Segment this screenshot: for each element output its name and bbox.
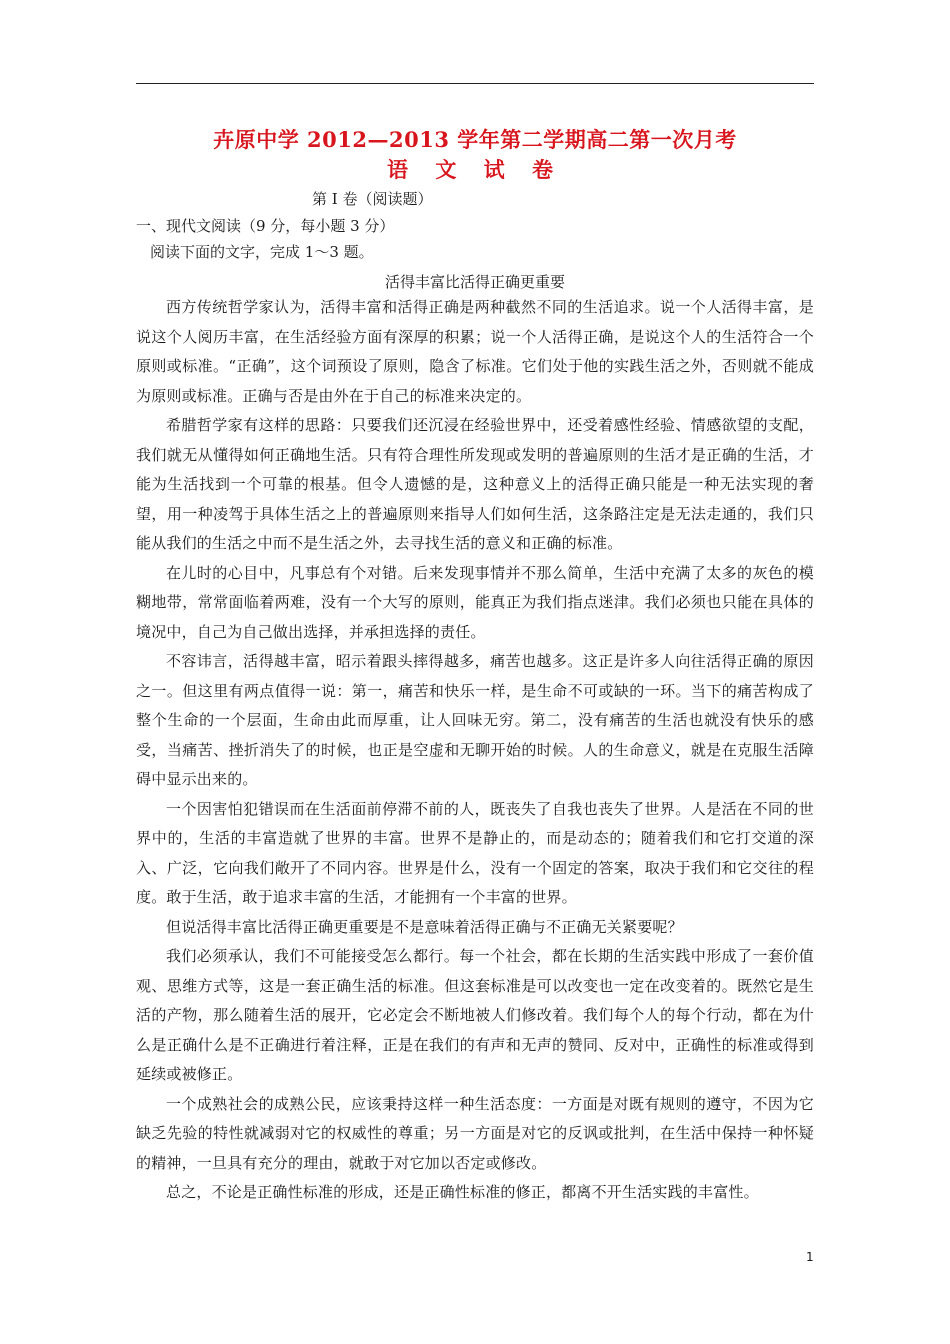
essay-title: 活得丰富比活得正确更重要 (384, 273, 565, 291)
exam-title: 卉原中学 2012—2013 学年第二学期高二第一次月考 (213, 127, 737, 152)
header-rule (136, 83, 814, 84)
reading-instruction: 阅读下面的文字，完成 1～3 题。 (150, 243, 374, 261)
essay-paragraph: 一个成熟社会的成熟公民，应该秉持这样一种生活态度：一方面是对既有规则的遵守，不因为它缺乏先验的特性就减弱对它的权威性的尊重；另一方面是对它的反讽或批判，在生活中保持一种怀疑的精神，一旦具有充分的理由，就敢于对它加以否定或修改。 (136, 1094, 814, 1172)
essay-paragraph: 不容讳言，活得越丰富，昭示着跟头摔得越多，痛苦也越多。这正是许多人向往活得正确的原因之一。但这里有两点值得一说：第一，痛苦和快乐一样，是生命不可或缺的一环。当下的痛苦构成了整个生命的一个层面，生命由此而厚重，让人回味无穷。第二，没有痛苦的生活也就没有快乐的感受，当痛苦、挫折消失了的时候，也正是空虚和无聊开始的时候。人的生命意义，就是在克服生活障碍中显示出来的。 (136, 652, 814, 788)
essay-paragraph: 西方传统哲学家认为，活得丰富和活得正确是两种截然不同的生活追求。说一个人活得丰富，是说这个人阅历丰富，在生活经验方面有深厚的积累；说一个人活得正确，是说这个人的生活符合一个原则或标准。“正确”，这个词预设了原则，隐含了标准。它们处于他的实践生活之外，否则就不能成为原则或标准。正确与否是由外在于自己的标准来决定的。 (136, 298, 814, 405)
essay-paragraph: 总之，不论是正确性标准的形成，还是正确性标准的修正，都离不开生活实践的丰富性。 (166, 1183, 759, 1201)
exam-subtitle: 语 文 试 卷 (387, 157, 563, 182)
essay-paragraph: 一个因害怕犯错误而在生活面前停滞不前的人，既丧失了自我也丧失了世界。人是活在不同的世界中的，生活的丰富造就了世界的丰富。世界不是静止的，而是动态的；随着我们和它打交道的深入、广泛，它向我们敞开了不同内容。世界是什么，没有一个固定的答案，取决于我们和它交往的程度。敢于生活，敢于追求丰富的生活，才能拥有一个丰富的世界。 (136, 799, 814, 906)
essay-paragraph: 我们必须承认，我们不可能接受怎么都行。每一个社会，都在长期的生活实践中形成了一套价值观、思维方式等，这是一套正确生活的标准。但这套标准是可以改变也一定在改变着的。既然它是生活的产物，那么随着生活的展开，它必定会不断地被人们修改着。我们每个人的每个行动，都在为什么是正确什么是不正确进行着注释，正是在我们的有声和无声的赞同、反对中，正确性的标准或得到延续或被修正。 (136, 947, 814, 1083)
essay-paragraph: 在儿时的心目中，凡事总有个对错。后来发现事情并不那么简单，生活中充满了太多的灰色的模糊地带，常常面临着两难，没有一个大写的原则，能真正为我们指点迷津。我们必须也只能在具体的境况中，自己为自己做出选择，并承担选择的责任。 (136, 563, 814, 641)
essay-body (136, 293, 814, 1208)
essay-paragraph: 希腊哲学家有这样的思路：只要我们还沉浸在经验世界中，还受着感性经验、情感欲望的支配，我们就无从懂得如何正确地生活。只有符合理性所发现或发明的普遍原则的生活才是正确的生活，才能为生活找到一个可靠的根基。但令人遗憾的是，这种意义上的活得正确只能是一种无法实现的奢望，用一种凌驾于具体生活之上的普遍原则来指导人们如何生活，这条路注定是无法走通的，我们只能从我们的生活之中而不是生活之外，去寻找生活的意义和正确的标准。 (136, 416, 814, 552)
page-number: 1 (806, 1250, 814, 1264)
essay-paragraph: 但说活得丰富比活得正确更重要是不是意味着活得正确与不正确无关紧要呢？ (166, 917, 683, 936)
part-heading: 一、现代文阅读（9 分，每小题 3 分） (136, 217, 395, 235)
section-heading: 第 I 卷（阅读题） (312, 190, 433, 208)
